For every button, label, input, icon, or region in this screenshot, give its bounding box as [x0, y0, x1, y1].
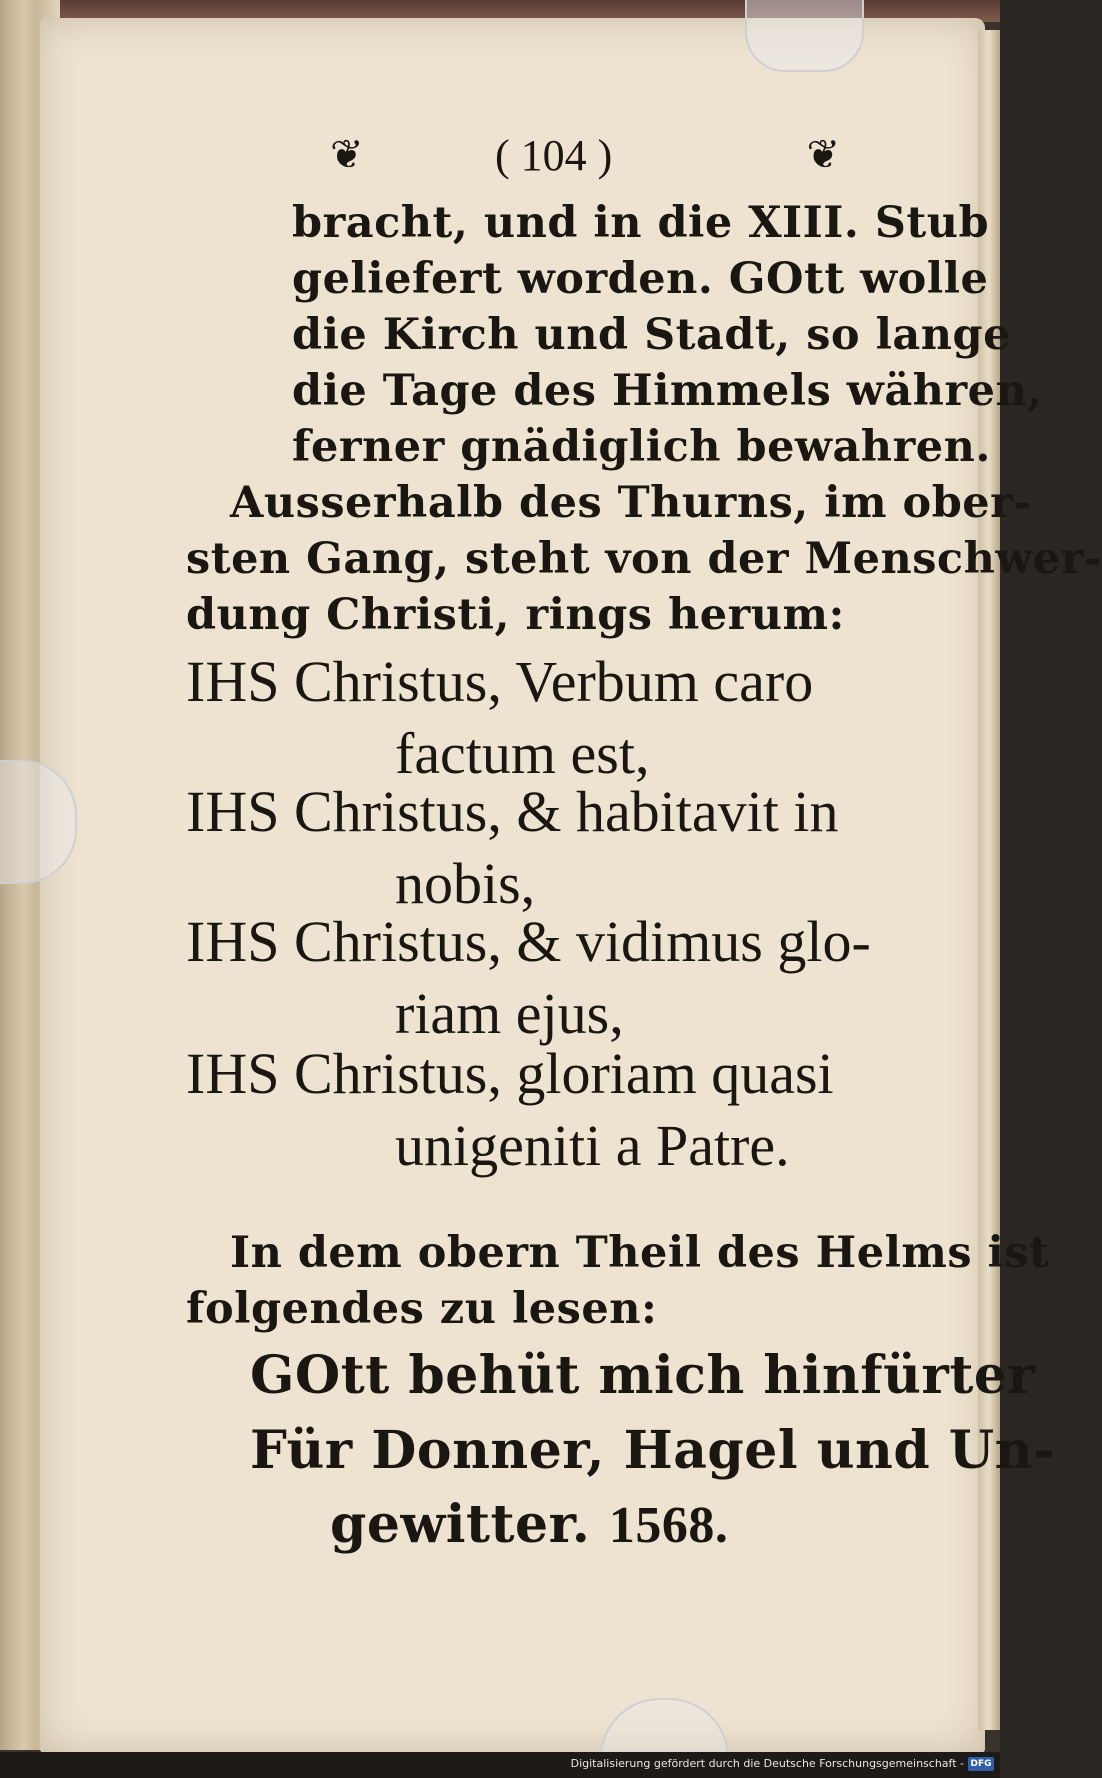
verse-line: GOtt behüt mich hinfürter [250, 1345, 1036, 1406]
text-line: folgendes zu lesen: [186, 1284, 658, 1334]
inscription-line: IHS Christus, & vidimus glo- [186, 909, 871, 974]
inscription-continuation: factum est, [395, 721, 650, 786]
inscription-line: IHS Christus, Verbum caro [186, 649, 814, 714]
verse-line-final [330, 1494, 728, 1555]
inscription-line: IHS Christus, & habitavit in [186, 779, 839, 844]
footer-credit: Digitalisierung gefördert durch die Deutsche Forschungsgemeinschaft - [570, 1757, 964, 1770]
text-line: die Kirch und Stadt, so lange [292, 310, 1011, 360]
text-line: die Tage des Himmels währen, [292, 366, 1043, 416]
text-line: Ausserhalb des Thurns, im ober- [230, 478, 1032, 528]
inscription-continuation: riam ejus, [395, 981, 624, 1046]
clip-top [745, 0, 864, 72]
page-header [330, 128, 840, 188]
verse-text: gewitter. [330, 1494, 591, 1555]
text-line: geliefert worden. GOtt wolle [292, 254, 989, 304]
year: 1568. [608, 1497, 729, 1554]
text-line: bracht, und in die XIII. Stub [292, 198, 990, 248]
text-line: ferner gnädiglich bewahren. [292, 422, 991, 472]
text-line: dung Christi, rings herum: [186, 590, 845, 640]
dfg-logo-icon: DFG [968, 1757, 994, 1771]
text-line: In dem obern Theil des Helms ist [230, 1228, 1050, 1278]
text-line: sten Gang, steht von der Menschwer- [186, 534, 1102, 584]
inscription-line: IHS Christus, gloriam quasi [186, 1041, 834, 1106]
ornament-right-icon: ❦ [806, 132, 840, 178]
ornament-left-icon: ❦ [330, 132, 364, 178]
page-number: ( 104 ) [495, 131, 613, 180]
verse-line: Für Donner, Hagel und Un- [250, 1420, 1056, 1481]
inscription-continuation: nobis, [395, 851, 536, 916]
inscription-continuation: unigeniti a Patre. [395, 1113, 790, 1178]
